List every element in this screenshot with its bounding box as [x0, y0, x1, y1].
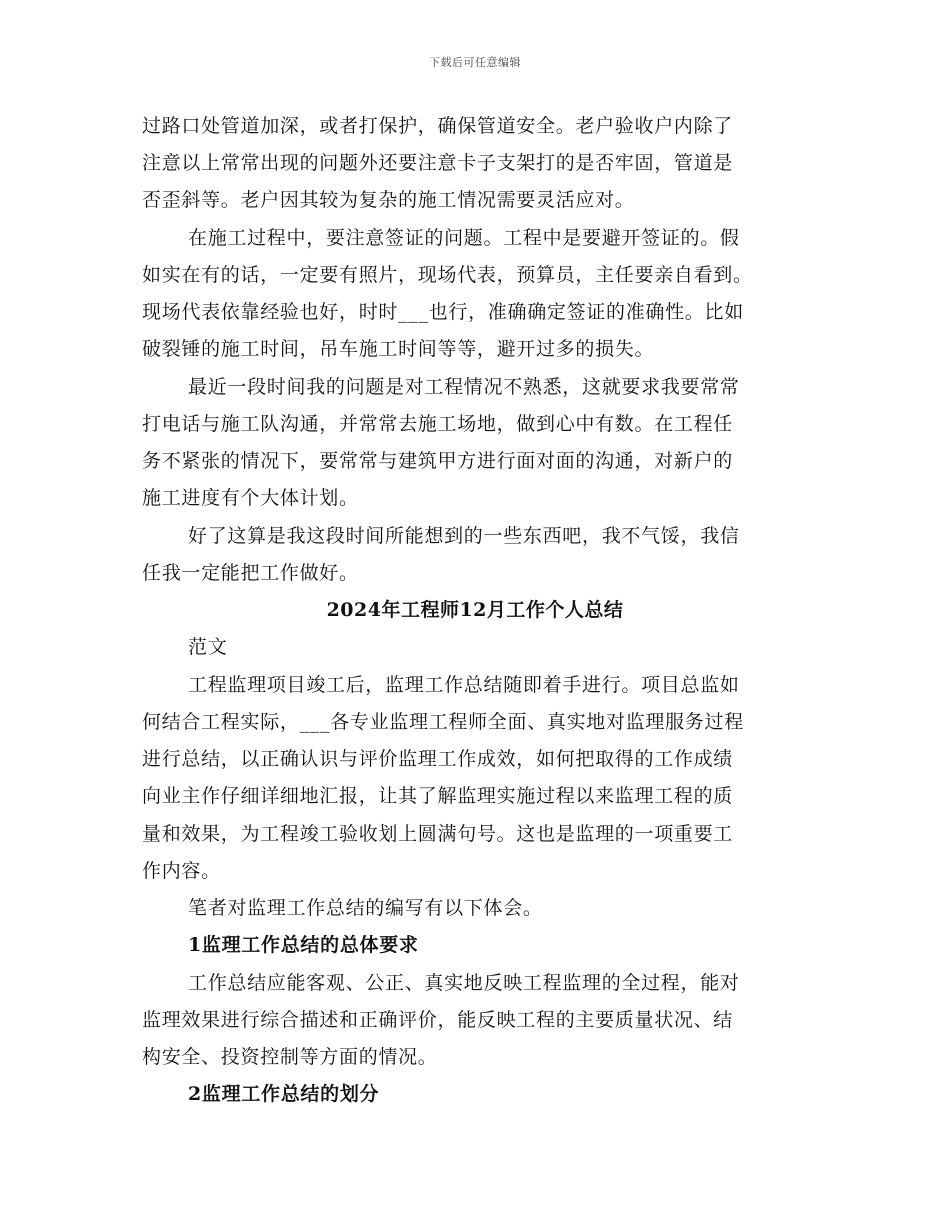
- paragraph-line: 好了这算是我这段时间所能想到的一些东西吧，我不气馁，我信: [188, 525, 740, 547]
- paragraph-line: 监理效果进行综合描述和正确评价，能反映工程的主要质量状况、结: [142, 1009, 734, 1031]
- paragraph-line: 如实在有的话，一定要有照片，现场代表，预算员，主任要亲自看到。: [142, 264, 753, 286]
- paragraph-line: 否歪斜等。老户因其较为复杂的施工情况需要灵活应对。: [142, 189, 635, 211]
- section-heading: 2监理工作总结的划分: [188, 1083, 380, 1105]
- paragraph-line: 作内容。: [142, 860, 221, 882]
- paragraph-line: 最近一段时间我的问题是对工程情况不熟悉，这就要求我要常常: [188, 376, 740, 398]
- paragraph-line: 进行总结，以正确认识与评价监理工作成效，如何把取得的工作成绩: [142, 748, 734, 770]
- document-title: 2024年工程师12月工作个人总结: [326, 599, 624, 621]
- paragraph-line: 工程监理项目竣工后，监理工作总结随即着手进行。项目总监如: [188, 674, 740, 696]
- paragraph-line: 打电话与施工队沟通，并常常去施工场地，做到心中有数。在工程任: [142, 413, 734, 435]
- paragraph-line: 破裂锤的施工时间，吊车施工时间等等，避开过多的损失。: [142, 338, 655, 360]
- paragraph-line: 过路口处管道加深，或者打保护，确保管道安全。老户验收户内除了: [142, 115, 734, 137]
- paragraph-line: 范文: [188, 636, 228, 658]
- section-heading: 1监理工作总结的总体要求: [188, 934, 419, 956]
- paragraph-line: 笔者对监理工作总结的编写有以下体会。: [188, 897, 543, 919]
- paragraph-line: 现场代表依靠经验也好，时时___也行，准确确定签证的准确性。比如: [142, 301, 744, 323]
- paragraph-line: 工作总结应能客观、公正、真实地反映工程监理的全过程，能对: [188, 972, 740, 994]
- paragraph-line: 务不紧张的情况下，要常常与建筑甲方进行面对面的沟通，对新户的: [142, 450, 734, 472]
- paragraph-line: 量和效果，为工程竣工验收划上圆满句号。这也是监理的一项重要工: [142, 823, 734, 845]
- paragraph-line: 施工进度有个大体计划。: [142, 487, 359, 509]
- paragraph-line: 何结合工程实际，___各专业监理工程师全面、真实地对监理服务过程: [142, 711, 744, 733]
- paragraph-line: 在施工过程中，要注意签证的问题。工程中是要避开签证的。假: [188, 227, 740, 249]
- paragraph-line: 构安全、投资控制等方面的情况。: [142, 1046, 438, 1068]
- paragraph-line: 任我一定能把工作做好。: [142, 562, 359, 584]
- paragraph-line: 注意以上常常出现的问题外还要注意卡子支架打的是否牢固，管道是: [142, 152, 734, 174]
- page-header: 下载后可任意编辑: [429, 56, 521, 69]
- paragraph-line: 向业主作仔细详细地汇报，让其了解监理实施过程以来监理工程的质: [142, 785, 734, 807]
